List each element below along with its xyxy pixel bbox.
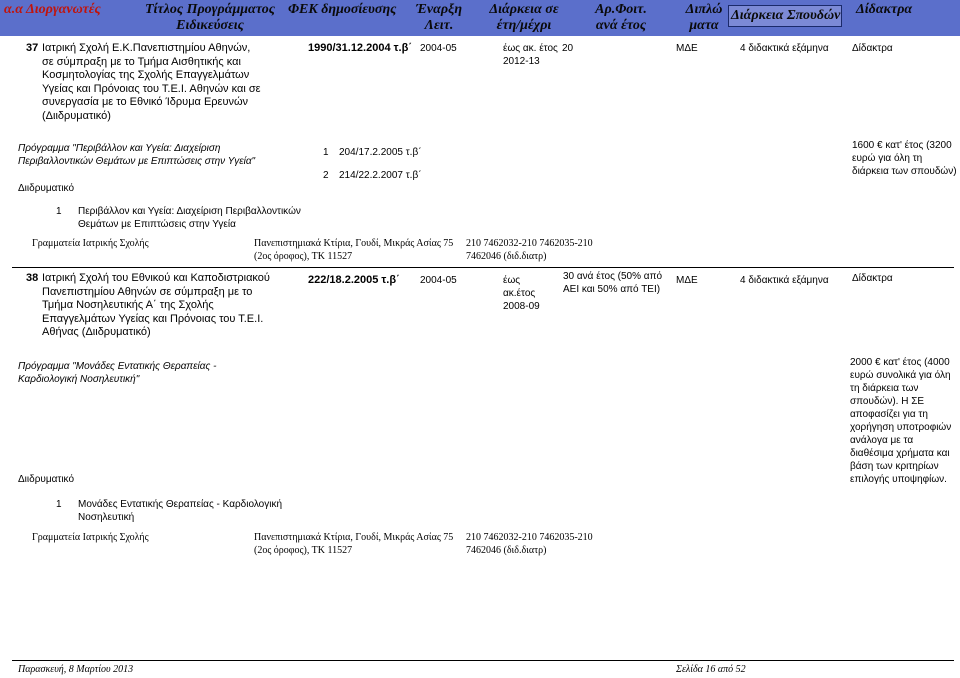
entry-students: 30 ανά έτος (50% από ΑΕΙ και 50% από ΤΕΙ) xyxy=(563,271,663,295)
entry-degree: ΜΔΕ xyxy=(676,275,698,286)
entry-study-duration: 4 διδακτικά εξάμηνα xyxy=(740,275,829,286)
entry-start: 2004-05 xyxy=(420,43,457,54)
entry-organizer: Ιατρική Σχολή Ε.Κ.Πανεπιστημίου Αθηνών, σε σύμπραξη με το Τμήμα Αισθητικής και Κοσμητολογίας της Σχολής Επαγγελμάτων Υγείας και Πρόνοιας του Τ.Ε.Ι. Αθηνών και σε συνεργασία με το Εθνικό Ίδρυμα Ερευνών (Διιδρυματικό) xyxy=(42,42,261,122)
entry-fek: 1990/31.12.2004 τ.β΄ xyxy=(308,42,412,54)
entry-duration: έως ακ. έτος 2012-13 xyxy=(503,43,558,67)
fees-detail: 2000 € κατ' έτος (4000 ευρώ συνολικά για όλη τη διάρκεια των σπουδών). Η ΣΕ αποφασίζει για τη χορήγηση υποτροφιών ανάλογα με τα διαθέσιμα χρήματα και βάση των κριτηρίων επιλογής υποψηφίων. xyxy=(850,357,952,485)
fees-detail: 1600 € κατ' έτος (3200 ευρώ για όλη τη διάρκεια των σπουδών) xyxy=(852,140,957,177)
amendment-number: 2 xyxy=(323,170,329,181)
specialization-title: Μονάδες Εντατικής Θεραπείας - Καρδιολογική Νοσηλευτική xyxy=(78,499,283,523)
header-study-duration: Διάρκεια Σπουδών xyxy=(731,8,841,23)
header-fees: Δίδακτρα xyxy=(856,2,913,17)
footer-page-number: Σελίδα 16 από 52 xyxy=(676,664,746,675)
header-study-duration-box xyxy=(728,5,842,27)
program-title: Πρόγραμμα "Μονάδες Εντατικής Θεραπείας - Καρδιολογική Νοσηλευτική" xyxy=(18,361,217,385)
secretariat-phones: 210 7462032-210 7462035-210 7462046 (διδ.διατρ) xyxy=(466,238,593,262)
header-organizers: α.α Διοργανωτές xyxy=(4,2,101,17)
entry-organizer: Ιατρική Σχολή του Εθνικού και Καποδιστριακού Πανεπιστημίου Αθηνών σε σύμπραξη με το Τμήμα Νοσηλευτικής Α΄ της Σχολής Επαγγελμάτων Υγείας και Πρόνοιας του Τ.Ε.Ι. Αθήνας (Διιδρυματικό) xyxy=(42,272,270,338)
footer-rule xyxy=(12,660,954,661)
entry-separator xyxy=(12,267,954,268)
entry-students: 20 xyxy=(562,43,574,54)
entry-number: 37 xyxy=(26,42,39,54)
table-header xyxy=(0,0,960,36)
footer-date: Παρασκευή, 8 Μαρτίου 2013 xyxy=(18,664,134,675)
entry-duration: έως ακ.έτος 2008-09 xyxy=(503,275,540,312)
amendment-fek: 204/17.2.2005 τ.β΄ xyxy=(339,147,422,158)
header-degree: Διπλώ ματα xyxy=(685,2,723,33)
specialization-title: Περιβάλλον και Υγεία: Διαχείριση Περιβαλλοντικών Θεμάτων με Επιπτώσεις στην Υγεία xyxy=(78,206,301,230)
entry-degree: ΜΔΕ xyxy=(676,43,698,54)
secretariat-address: Πανεπιστημιακά Κτίρια, Γουδί, Μικράς Ασίας 75 (2ος όροφος), ΤΚ 11527 xyxy=(254,532,454,556)
header-students: Αρ.Φοιτ. ανά έτος xyxy=(595,2,647,33)
header-start: Έναρξη Λειτ. xyxy=(415,2,463,33)
entry-study-duration: 4 διδακτικά εξάμηνα xyxy=(740,43,829,54)
entry-fees-label: Δίδακτρα xyxy=(852,43,893,54)
entry-fees-label: Δίδακτρα xyxy=(852,273,893,284)
header-duration: Διάρκεια σε έτη/μέχρι xyxy=(489,2,559,33)
secretariat: Γραμματεία Ιατρικής Σχολής xyxy=(32,532,149,543)
entry-fek: 222/18.2.2005 τ.β΄ xyxy=(308,274,400,286)
program-title: Πρόγραμμα "Περιβάλλον και Υγεία: Διαχείριση Περιβαλλοντικών Θεμάτων με Επιπτώσεις στην Υγεία" xyxy=(18,143,256,167)
specialization-number: 1 xyxy=(56,499,62,510)
secretariat-phones: 210 7462032-210 7462035-210 7462046 (διδ.διατρ) xyxy=(466,532,593,556)
program-type: Διιδρυματικό xyxy=(18,474,75,485)
entry-start: 2004-05 xyxy=(420,275,457,286)
specialization-number: 1 xyxy=(56,206,62,217)
amendment-fek: 214/22.2.2007 τ.β΄ xyxy=(339,170,422,181)
entry-number: 38 xyxy=(26,272,39,284)
secretariat: Γραμματεία Ιατρικής Σχολής xyxy=(32,238,149,249)
header-fek: ΦΕΚ δημοσίευσης xyxy=(288,2,397,17)
amendment-number: 1 xyxy=(323,147,329,158)
secretariat-address: Πανεπιστημιακά Κτίρια, Γουδί, Μικράς Ασίας 75 (2ος όροφος), ΤΚ 11527 xyxy=(254,238,454,262)
program-type: Διιδρυματικό xyxy=(18,183,75,194)
header-program-title: Τίτλος Προγράμματος Ειδικεύσεις xyxy=(144,2,276,33)
